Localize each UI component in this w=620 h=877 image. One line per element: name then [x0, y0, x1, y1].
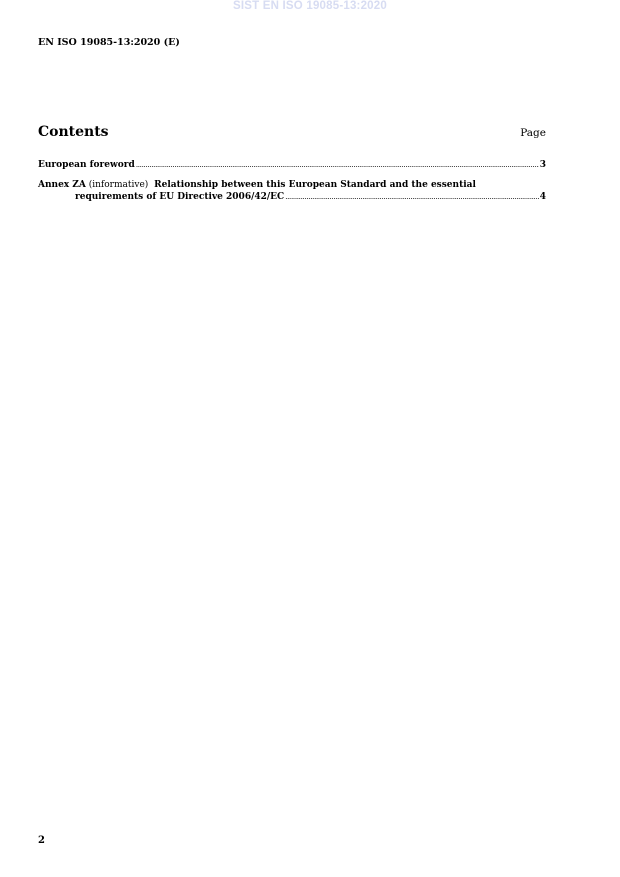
toc-entry-annex-za[interactable] [38, 179, 546, 203]
toc-entry-page: 4 [539, 192, 546, 202]
toc-entry-european-foreword[interactable] [38, 159, 546, 171]
toc-dot-leader [285, 191, 539, 203]
table-of-contents [38, 159, 546, 203]
toc-entry-label: European foreword [38, 160, 135, 170]
page-column-label: Page [520, 127, 546, 139]
document-id: EN ISO 19085-13:2020 (E) [38, 37, 180, 48]
toc-entry-prefix: Annex ZA [38, 180, 86, 190]
page-number: 2 [38, 835, 45, 846]
contents-heading: Contents [38, 124, 109, 140]
toc-entry-title-line1: Relationship between this European Standard and the essential [154, 180, 476, 190]
toc-entry-page: 3 [539, 160, 546, 170]
toc-entry-qualifier: (informative) [88, 180, 149, 190]
watermark: SIST EN ISO 19085-13:2020 [233, 0, 387, 12]
toc-entry-title-line2: requirements of EU Directive 2006/42/EC [75, 192, 285, 202]
toc-dot-leader [136, 159, 539, 171]
